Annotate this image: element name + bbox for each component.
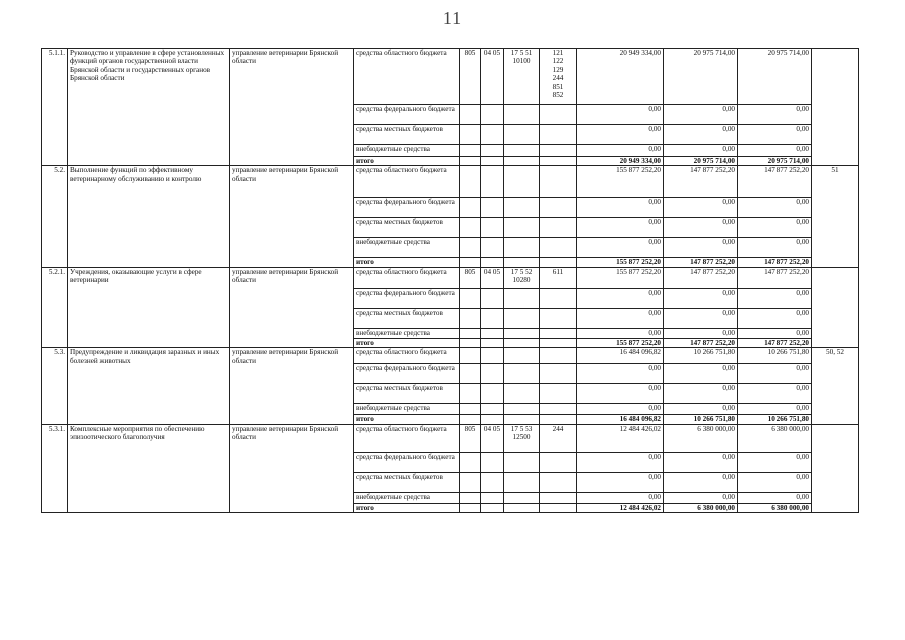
page-number: 11 — [442, 8, 463, 28]
amount-year-2: 6 380 000,00 — [664, 503, 738, 512]
grbs-code — [460, 198, 481, 218]
amount-year-2: 0,00 — [664, 364, 738, 384]
amount-year-3: 0,00 — [738, 238, 812, 258]
amount-year-2: 0,00 — [664, 238, 738, 258]
item-name: Выполнение функций по эффективному ветеринарному обслуживанию и контролю — [68, 166, 230, 267]
expense-type-code — [540, 49, 577, 105]
item-executor: управление ветеринарии Брянской области — [230, 49, 354, 166]
item-name: Руководство и управление в сфере установленных функций органов государственной власти Брянской области и государственных органов Брянской области — [68, 49, 230, 166]
amount-year-3: 0,00 — [738, 198, 812, 218]
target-article-code: 17 5 53 12500 — [504, 424, 540, 452]
funding-source: средства федерального бюджета — [354, 452, 460, 472]
item-name: Комплексные мероприятия по обеспечению эпизоотического благополучия — [68, 424, 230, 512]
expense-type-code-line: 244 — [552, 424, 564, 433]
item-number: 5.2.1. — [42, 267, 68, 347]
expense-type-code-line: 129 — [552, 65, 564, 74]
amount-year-3: 0,00 — [738, 288, 812, 308]
amount-year-2: 0,00 — [664, 218, 738, 238]
grbs-code — [460, 238, 481, 258]
funding-source: итого — [354, 415, 460, 424]
expense-type-code — [540, 198, 577, 218]
table-row — [42, 49, 859, 105]
amount-year-1: 155 877 252,20 — [577, 166, 664, 198]
amount-year-2: 0,00 — [664, 288, 738, 308]
grbs-code — [460, 338, 481, 347]
amount-year-1: 0,00 — [577, 452, 664, 472]
target-article-code — [504, 452, 540, 472]
amount-year-1: 16 484 096,82 — [577, 415, 664, 424]
amount-year-1: 0,00 — [577, 308, 664, 328]
expense-type-code — [540, 492, 577, 503]
section-code — [481, 288, 504, 308]
section-code — [481, 166, 504, 198]
section-code — [481, 105, 504, 125]
amount-year-2: 147 877 252,20 — [664, 338, 738, 347]
target-article-code — [504, 258, 540, 267]
item-executor: управление ветеринарии Брянской области — [230, 166, 354, 267]
amount-year-1: 0,00 — [577, 145, 664, 157]
target-article-code — [504, 472, 540, 492]
expense-type-code — [540, 157, 577, 166]
target-indicator-ref — [812, 267, 859, 347]
grbs-code — [460, 452, 481, 472]
amount-year-1: 0,00 — [577, 404, 664, 415]
expense-type-code-line: 851 — [552, 82, 564, 91]
amount-year-3: 0,00 — [738, 218, 812, 238]
target-article-code — [504, 166, 540, 198]
expense-type-code — [540, 424, 577, 452]
amount-year-2: 0,00 — [664, 452, 738, 472]
amount-year-1: 0,00 — [577, 218, 664, 238]
amount-year-3: 0,00 — [738, 492, 812, 503]
target-article-code — [504, 404, 540, 415]
item-name: Предупреждение и ликвидация заразных и иных болезней животных — [68, 348, 230, 424]
amount-year-1: 0,00 — [577, 125, 664, 145]
expense-type-code — [540, 125, 577, 145]
item-name: Учреждения, оказывающие услуги в сфере ветеринарии — [68, 267, 230, 347]
expense-type-code — [540, 105, 577, 125]
grbs-code — [460, 364, 481, 384]
grbs-code — [460, 308, 481, 328]
amount-year-1: 155 877 252,20 — [577, 258, 664, 267]
budget-table — [41, 48, 859, 513]
amount-year-3: 0,00 — [738, 145, 812, 157]
target-article-code — [504, 238, 540, 258]
section-code — [481, 384, 504, 404]
target-article-code — [504, 288, 540, 308]
target-article-code — [504, 308, 540, 328]
amount-year-2: 20 975 714,00 — [664, 49, 738, 105]
funding-source: внебюджетные средства — [354, 404, 460, 415]
amount-year-1: 0,00 — [577, 198, 664, 218]
funding-source: средства местных бюджетов — [354, 218, 460, 238]
amount-year-2: 0,00 — [664, 404, 738, 415]
amount-year-2: 147 877 252,20 — [664, 258, 738, 267]
grbs-code — [460, 157, 481, 166]
target-article-code: 17 5 52 10280 — [504, 267, 540, 288]
amount-year-2: 10 266 751,80 — [664, 415, 738, 424]
grbs-code — [460, 258, 481, 267]
expense-type-code — [540, 384, 577, 404]
amount-year-2: 6 380 000,00 — [664, 424, 738, 452]
amount-year-3: 0,00 — [738, 472, 812, 492]
amount-year-3: 0,00 — [738, 384, 812, 404]
target-article-code — [504, 415, 540, 424]
amount-year-3: 147 877 252,20 — [738, 258, 812, 267]
expense-type-code-line: 244 — [552, 74, 564, 83]
funding-source: средства федерального бюджета — [354, 105, 460, 125]
section-code — [481, 218, 504, 238]
section-code: 04 05 — [481, 267, 504, 288]
amount-year-1: 0,00 — [577, 328, 664, 338]
funding-source: средства областного бюджета — [354, 424, 460, 452]
funding-source: средства областного бюджета — [354, 267, 460, 288]
funding-source: средства федерального бюджета — [354, 198, 460, 218]
expense-type-code — [540, 145, 577, 157]
amount-year-3: 20 975 714,00 — [738, 49, 812, 105]
funding-source: внебюджетные средства — [354, 492, 460, 503]
grbs-code — [460, 328, 481, 338]
target-article-code — [504, 198, 540, 218]
amount-year-3: 10 266 751,80 — [738, 348, 812, 364]
amount-year-1: 0,00 — [577, 364, 664, 384]
amount-year-1: 155 877 252,20 — [577, 267, 664, 288]
amount-year-3: 0,00 — [738, 404, 812, 415]
grbs-code — [460, 125, 481, 145]
section-code — [481, 503, 504, 512]
amount-year-3: 10 266 751,80 — [738, 415, 812, 424]
expense-type-code-line: 121 — [552, 49, 564, 57]
funding-source: средства местных бюджетов — [354, 308, 460, 328]
funding-source: средства местных бюджетов — [354, 384, 460, 404]
grbs-code — [460, 166, 481, 198]
amount-year-1: 12 484 426,02 — [577, 424, 664, 452]
expense-type-code — [540, 238, 577, 258]
amount-year-3: 6 380 000,00 — [738, 503, 812, 512]
funding-source: средства местных бюджетов — [354, 472, 460, 492]
amount-year-2: 0,00 — [664, 145, 738, 157]
expense-type-code — [540, 308, 577, 328]
amount-year-2: 147 877 252,20 — [664, 267, 738, 288]
section-code — [481, 308, 504, 328]
expense-type-code — [540, 404, 577, 415]
target-article-code — [504, 492, 540, 503]
grbs-code — [460, 218, 481, 238]
expense-type-code — [540, 503, 577, 512]
section-code — [481, 472, 504, 492]
grbs-code — [460, 472, 481, 492]
funding-source: средства федерального бюджета — [354, 288, 460, 308]
table-row — [42, 424, 859, 452]
section-code — [481, 404, 504, 415]
funding-source: внебюджетные средства — [354, 328, 460, 338]
amount-year-2: 147 877 252,20 — [664, 166, 738, 198]
amount-year-3: 0,00 — [738, 328, 812, 338]
section-code — [481, 157, 504, 166]
item-executor: управление ветеринарии Брянской области — [230, 348, 354, 424]
item-executor: управление ветеринарии Брянской области — [230, 424, 354, 512]
expense-type-code — [540, 267, 577, 288]
amount-year-3: 6 380 000,00 — [738, 424, 812, 452]
target-article-code — [504, 338, 540, 347]
amount-year-3: 0,00 — [738, 452, 812, 472]
target-article-code — [504, 384, 540, 404]
funding-source: внебюджетные средства — [354, 145, 460, 157]
expense-type-code — [540, 415, 577, 424]
target-article-code — [504, 503, 540, 512]
target-indicator-ref: 51 — [812, 166, 859, 267]
amount-year-3: 0,00 — [738, 308, 812, 328]
section-code — [481, 125, 504, 145]
expense-type-code — [540, 218, 577, 238]
section-code — [481, 238, 504, 258]
table-row — [42, 348, 859, 364]
grbs-code — [460, 492, 481, 503]
section-code: 04 05 — [481, 49, 504, 105]
amount-year-3: 0,00 — [738, 364, 812, 384]
expense-type-code — [540, 452, 577, 472]
amount-year-2: 0,00 — [664, 198, 738, 218]
expense-type-code-line: 122 — [552, 57, 564, 66]
target-indicator-ref: 50, 52 — [812, 348, 859, 424]
item-number: 5.2. — [42, 166, 68, 267]
amount-year-3: 147 877 252,20 — [738, 267, 812, 288]
expense-type-code — [540, 258, 577, 267]
amount-year-1: 0,00 — [577, 472, 664, 492]
amount-year-3: 147 877 252,20 — [738, 338, 812, 347]
target-article-code — [504, 145, 540, 157]
amount-year-1: 20 949 334,00 — [577, 49, 664, 105]
grbs-code: 805 — [460, 267, 481, 288]
amount-year-2: 0,00 — [664, 492, 738, 503]
funding-source: итого — [354, 258, 460, 267]
target-article-code — [504, 348, 540, 364]
grbs-code: 805 — [460, 424, 481, 452]
amount-year-3: 20 975 714,00 — [738, 157, 812, 166]
amount-year-2: 0,00 — [664, 472, 738, 492]
amount-year-2: 0,00 — [664, 328, 738, 338]
funding-source: итого — [354, 157, 460, 166]
funding-source: средства областного бюджета — [354, 49, 460, 105]
table-row — [42, 166, 859, 198]
amount-year-3: 0,00 — [738, 125, 812, 145]
funding-source: внебюджетные средства — [354, 238, 460, 258]
funding-source: средства областного бюджета — [354, 166, 460, 198]
grbs-code — [460, 145, 481, 157]
expense-type-code — [540, 166, 577, 198]
section-code — [481, 452, 504, 472]
expense-type-code — [540, 348, 577, 364]
section-code: 04 05 — [481, 424, 504, 452]
funding-source: итого — [354, 503, 460, 512]
section-code — [481, 338, 504, 347]
amount-year-2: 0,00 — [664, 308, 738, 328]
grbs-code — [460, 415, 481, 424]
amount-year-1: 0,00 — [577, 238, 664, 258]
amount-year-1: 16 484 096,82 — [577, 348, 664, 364]
item-executor: управление ветеринарии Брянской области — [230, 267, 354, 347]
funding-source: итого — [354, 338, 460, 347]
amount-year-2: 0,00 — [664, 125, 738, 145]
item-number: 5.3.1. — [42, 424, 68, 512]
funding-source: средства федерального бюджета — [354, 364, 460, 384]
expense-type-code — [540, 288, 577, 308]
grbs-code — [460, 348, 481, 364]
amount-year-1: 0,00 — [577, 288, 664, 308]
section-code — [481, 492, 504, 503]
expense-type-code-line: 852 — [552, 91, 564, 100]
amount-year-1: 155 877 252,20 — [577, 338, 664, 347]
target-indicator-ref — [812, 424, 859, 512]
grbs-code — [460, 404, 481, 415]
target-article-code — [504, 218, 540, 238]
target-article-code — [504, 157, 540, 166]
section-code — [481, 328, 504, 338]
grbs-code — [460, 105, 481, 125]
amount-year-3: 0,00 — [738, 105, 812, 125]
target-article-code — [504, 105, 540, 125]
section-code — [481, 198, 504, 218]
expense-type-code — [540, 472, 577, 492]
table-row — [42, 267, 859, 288]
funding-source: средства областного бюджета — [354, 348, 460, 364]
amount-year-2: 0,00 — [664, 105, 738, 125]
amount-year-1: 12 484 426,02 — [577, 503, 664, 512]
amount-year-1: 0,00 — [577, 492, 664, 503]
funding-source: средства местных бюджетов — [354, 125, 460, 145]
amount-year-1: 0,00 — [577, 384, 664, 404]
target-article-code — [504, 125, 540, 145]
grbs-code: 805 — [460, 49, 481, 105]
amount-year-3: 147 877 252,20 — [738, 166, 812, 198]
target-article-code: 17 5 51 10100 — [504, 49, 540, 105]
amount-year-1: 0,00 — [577, 105, 664, 125]
grbs-code — [460, 384, 481, 404]
amount-year-2: 0,00 — [664, 384, 738, 404]
section-code — [481, 348, 504, 364]
section-code — [481, 364, 504, 384]
section-code — [481, 145, 504, 157]
expense-type-code — [540, 328, 577, 338]
amount-year-1: 20 949 334,00 — [577, 157, 664, 166]
expense-type-code — [540, 364, 577, 384]
target-article-code — [504, 328, 540, 338]
expense-type-code-line: 611 — [552, 267, 564, 276]
grbs-code — [460, 288, 481, 308]
grbs-code — [460, 503, 481, 512]
expense-type-code — [540, 338, 577, 347]
target-indicator-ref — [812, 49, 859, 166]
item-number: 5.3. — [42, 348, 68, 424]
section-code — [481, 415, 504, 424]
section-code — [481, 258, 504, 267]
target-article-code — [504, 364, 540, 384]
item-number: 5.1.1. — [42, 49, 68, 166]
amount-year-2: 10 266 751,80 — [664, 348, 738, 364]
amount-year-2: 20 975 714,00 — [664, 157, 738, 166]
